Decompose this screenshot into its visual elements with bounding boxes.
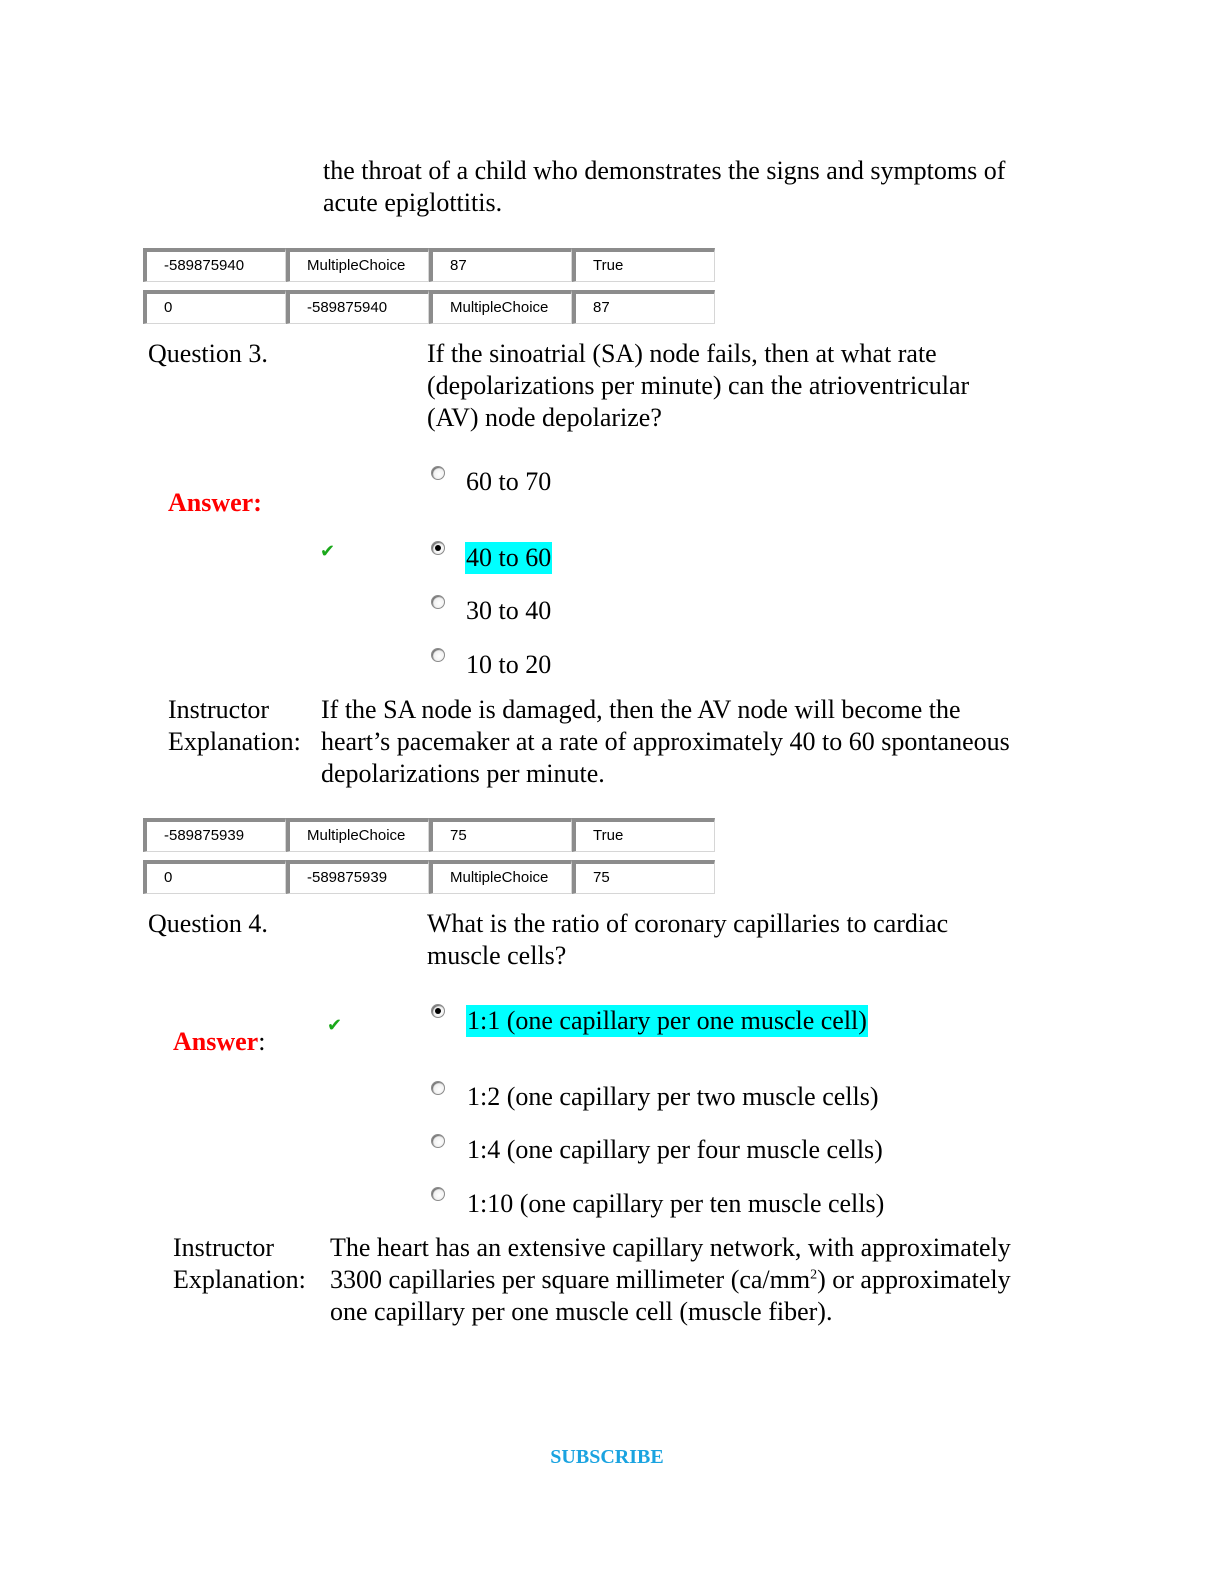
explanation-label-line: Explanation:	[173, 1265, 306, 1294]
question-4-label: Question 4.	[148, 909, 268, 938]
option-label: 1:10 (one capillary per ten muscle cells)	[467, 1189, 885, 1218]
meta-table-row	[143, 248, 715, 282]
option-label-selected: 40 to 60	[466, 543, 552, 572]
option-radio-selected[interactable]	[431, 1004, 445, 1018]
option-label: 60 to 70	[466, 467, 552, 496]
explanation-fragment: ) or approximately	[817, 1265, 1011, 1294]
explanation-line: depolarizations per minute.	[321, 759, 605, 788]
question-line: If the sinoatrial (SA) node fails, then at what rate	[427, 339, 937, 368]
correct-check-icon: ✔	[320, 541, 336, 562]
correct-check-icon: ✔	[327, 1015, 343, 1036]
meta-cell: MultipleChoice	[429, 860, 572, 894]
explanation-line: one capillary per one muscle cell (muscle fiber).	[330, 1297, 833, 1326]
option-radio[interactable]	[431, 466, 445, 480]
explanation-line: heart’s pacemaker at a rate of approximately 40 to 60 spontaneous	[321, 727, 1010, 756]
option-label: 30 to 40	[466, 596, 552, 625]
question-line: muscle cells?	[427, 941, 567, 970]
option-label: 10 to 20	[466, 650, 552, 679]
option-radio[interactable]	[431, 595, 445, 609]
option-label: 1:4 (one capillary per four muscle cells)	[467, 1135, 883, 1164]
option-label-selected: 1:1 (one capillary per one muscle cell)	[467, 1006, 867, 1035]
option-radio[interactable]	[431, 1187, 445, 1201]
meta-cell: 87	[429, 248, 572, 282]
explanation-label	[173, 1232, 306, 1296]
question-4-text	[427, 908, 1067, 972]
meta-table-row	[143, 290, 715, 324]
meta-cell: 75	[429, 818, 572, 852]
explanation-label	[168, 694, 301, 758]
answer-label	[173, 1027, 265, 1057]
meta-table-row	[143, 860, 715, 894]
question-3-text	[427, 338, 1067, 434]
explanation-label-line: Explanation:	[168, 727, 301, 756]
option-radio[interactable]	[431, 1081, 445, 1095]
question-line: What is the ratio of coronary capillaries to cardiac	[427, 909, 949, 938]
meta-cell: 75	[572, 860, 715, 894]
meta-cell: -589875940	[286, 290, 429, 324]
meta-cell: True	[572, 818, 715, 852]
option-radio[interactable]	[431, 648, 445, 662]
meta-cell: 87	[572, 290, 715, 324]
explanation-fragment: 3300 capillaries per square millimeter (ca/mm	[330, 1265, 811, 1294]
intro-text	[323, 155, 1083, 219]
option-radio[interactable]	[431, 1134, 445, 1148]
meta-table-row	[143, 818, 715, 852]
question-line: (AV) node depolarize?	[427, 403, 662, 432]
meta-cell: MultipleChoice	[286, 248, 429, 282]
meta-cell: -589875939	[286, 860, 429, 894]
meta-cell: MultipleChoice	[286, 818, 429, 852]
option-label: 1:2 (one capillary per two muscle cells)	[467, 1082, 879, 1111]
meta-cell: 0	[143, 860, 286, 894]
meta-cell: MultipleChoice	[429, 290, 572, 324]
explanation-text	[330, 1232, 1090, 1328]
explanation-line	[330, 1264, 1090, 1296]
question-3-label: Question 3.	[148, 339, 268, 368]
question-line: (depolarizations per minute) can the atrioventricular	[427, 371, 970, 400]
intro-line: acute epiglottitis.	[323, 188, 503, 217]
subscribe-link[interactable]: SUBSCRIBE	[550, 1446, 664, 1468]
intro-line: the throat of a child who demonstrates the signs and symptoms of	[323, 156, 1006, 185]
explanation-text	[321, 694, 1081, 790]
meta-cell: True	[572, 248, 715, 282]
meta-cell: 0	[143, 290, 286, 324]
answer-label-colon: :	[258, 1027, 266, 1056]
superscript: 2	[810, 1267, 818, 1283]
meta-cell: -589875940	[143, 248, 286, 282]
explanation-line: The heart has an extensive capillary network, with approximately	[330, 1233, 1011, 1262]
answer-label-text: Answer	[173, 1027, 259, 1056]
meta-cell: -589875939	[143, 818, 286, 852]
option-radio-selected[interactable]	[431, 541, 445, 555]
explanation-label-line: Instructor	[168, 695, 270, 724]
explanation-label-line: Instructor	[173, 1233, 275, 1262]
answer-label: Answer:	[168, 488, 262, 517]
explanation-line: If the SA node is damaged, then the AV node will become the	[321, 695, 961, 724]
